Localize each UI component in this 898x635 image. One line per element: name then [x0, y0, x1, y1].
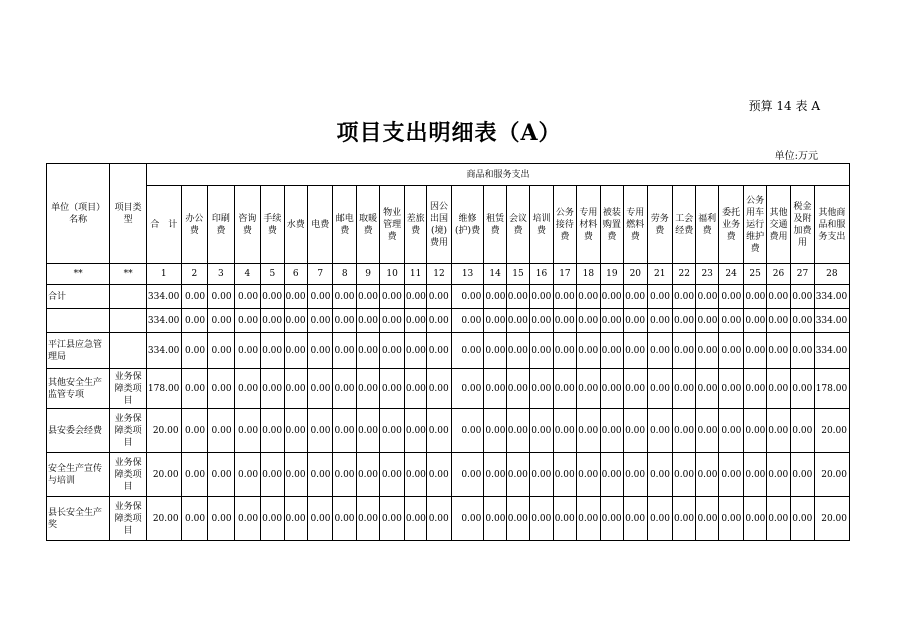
value-cell: 0.00	[484, 285, 506, 309]
index-cell: 22	[673, 264, 696, 285]
value-cell: 0.00	[506, 309, 529, 333]
value-cell: 0.00	[208, 333, 235, 369]
value-cell: 0.00	[647, 497, 672, 541]
index-cell: 21	[647, 264, 672, 285]
value-cell: 178.00	[146, 369, 181, 409]
column-header: 被装购置费	[600, 186, 623, 264]
index-cell: 26	[766, 264, 790, 285]
value-cell: 0.00	[577, 369, 600, 409]
value-cell: 0.00	[530, 309, 553, 333]
value-cell: 0.00	[380, 453, 404, 497]
value-cell: 0.00	[284, 333, 307, 369]
column-header: 专用燃料费	[624, 186, 647, 264]
value-cell: 0.00	[791, 409, 814, 453]
value-cell: 0.00	[234, 369, 261, 409]
value-cell: 0.00	[427, 369, 451, 409]
value-cell: 0.00	[696, 409, 718, 453]
column-header: 福利费	[696, 186, 718, 264]
value-cell: 0.00	[718, 333, 743, 369]
value-cell: 0.00	[356, 309, 379, 333]
value-cell: 0.00	[261, 453, 284, 497]
value-cell: 0.00	[234, 285, 261, 309]
value-cell: 0.00	[261, 309, 284, 333]
column-header: 差旅费	[404, 186, 426, 264]
value-cell: 0.00	[308, 285, 333, 309]
value-cell: 20.00	[814, 497, 849, 541]
column-header: 其他交通费用	[766, 186, 790, 264]
column-header: 委托业务费	[718, 186, 743, 264]
index-cell: 9	[356, 264, 379, 285]
value-cell: 0.00	[624, 453, 647, 497]
value-cell: 0.00	[766, 453, 790, 497]
value-cell: 0.00	[333, 333, 356, 369]
table-row	[47, 453, 850, 497]
column-header: 会议费	[506, 186, 529, 264]
value-cell: 0.00	[234, 453, 261, 497]
value-cell: 0.00	[427, 409, 451, 453]
value-cell: 0.00	[427, 497, 451, 541]
value-cell: 0.00	[356, 333, 379, 369]
index-cell: 19	[600, 264, 623, 285]
column-header: 租赁费	[484, 186, 506, 264]
value-cell: 0.00	[673, 453, 696, 497]
index-cell: 16	[530, 264, 553, 285]
value-cell: 0.00	[696, 497, 718, 541]
value-cell: 0.00	[553, 309, 576, 333]
value-cell: 0.00	[451, 369, 484, 409]
value-cell: 0.00	[284, 309, 307, 333]
value-cell: 0.00	[600, 309, 623, 333]
column-header: 合 计	[146, 186, 181, 264]
column-header: 因公出国(境)费用	[427, 186, 451, 264]
value-cell: 0.00	[577, 333, 600, 369]
value-cell: 0.00	[696, 453, 718, 497]
value-cell: 0.00	[718, 285, 743, 309]
value-cell: 0.00	[577, 309, 600, 333]
value-cell: 0.00	[791, 333, 814, 369]
row-type	[110, 309, 147, 333]
value-cell: 0.00	[744, 497, 766, 541]
row-type: 业务保障类项目	[110, 409, 147, 453]
value-cell: 0.00	[744, 333, 766, 369]
value-cell: 0.00	[506, 497, 529, 541]
value-cell: 0.00	[624, 285, 647, 309]
index-cell: 3	[208, 264, 235, 285]
value-cell: 0.00	[181, 409, 208, 453]
index-cell: 18	[577, 264, 600, 285]
column-header: 办公费	[181, 186, 208, 264]
value-cell: 0.00	[380, 333, 404, 369]
value-cell: 0.00	[333, 285, 356, 309]
value-cell: 0.00	[673, 285, 696, 309]
column-header: 物业管理费	[380, 186, 404, 264]
column-header: 专用材料费	[577, 186, 600, 264]
row-type: 业务保障类项目	[110, 497, 147, 541]
index-cell: 8	[333, 264, 356, 285]
table-row	[47, 409, 850, 453]
value-cell: 0.00	[530, 285, 553, 309]
index-cell: 17	[553, 264, 576, 285]
index-cell: 25	[744, 264, 766, 285]
value-cell: 0.00	[234, 497, 261, 541]
value-cell: 0.00	[647, 285, 672, 309]
value-cell: 0.00	[553, 497, 576, 541]
column-header: 水费	[284, 186, 307, 264]
value-cell: 334.00	[814, 285, 849, 309]
value-cell: 0.00	[451, 409, 484, 453]
value-cell: 0.00	[208, 409, 235, 453]
value-cell: 0.00	[577, 497, 600, 541]
value-cell: 0.00	[284, 453, 307, 497]
value-cell: 0.00	[484, 369, 506, 409]
value-cell: 334.00	[146, 285, 181, 309]
value-cell: 0.00	[647, 369, 672, 409]
value-cell: 0.00	[766, 309, 790, 333]
row-type	[110, 333, 147, 369]
index-cell: 7	[308, 264, 333, 285]
value-cell: 0.00	[577, 285, 600, 309]
value-cell: 0.00	[261, 333, 284, 369]
value-cell: 0.00	[647, 333, 672, 369]
value-cell: 0.00	[284, 285, 307, 309]
index-cell: 6	[284, 264, 307, 285]
value-cell: 0.00	[530, 497, 553, 541]
header-row-columns	[47, 186, 850, 264]
value-cell: 0.00	[766, 285, 790, 309]
value-cell: 0.00	[673, 409, 696, 453]
value-cell: 0.00	[451, 285, 484, 309]
value-cell: 0.00	[451, 333, 484, 369]
column-header: 税金及附加费用	[791, 186, 814, 264]
column-header: 培训费	[530, 186, 553, 264]
page-title: 项目支出明细表（A）	[336, 120, 562, 146]
value-cell: 0.00	[766, 333, 790, 369]
value-cell: 0.00	[624, 369, 647, 409]
value-cell: 0.00	[308, 453, 333, 497]
value-cell: 0.00	[427, 453, 451, 497]
value-cell: 0.00	[427, 333, 451, 369]
value-cell: 0.00	[404, 309, 426, 333]
value-cell: 0.00	[484, 409, 506, 453]
index-cell: 27	[791, 264, 814, 285]
value-cell: 0.00	[673, 497, 696, 541]
value-cell: 0.00	[600, 497, 623, 541]
value-cell: 0.00	[506, 453, 529, 497]
column-header: 咨询费	[234, 186, 261, 264]
value-cell: 0.00	[181, 369, 208, 409]
column-header: 电费	[308, 186, 333, 264]
value-cell: 0.00	[427, 285, 451, 309]
column-header: 维修(护)费	[451, 186, 484, 264]
value-cell: 0.00	[791, 453, 814, 497]
column-header: 其他商品和服务支出	[814, 186, 849, 264]
value-cell: 0.00	[380, 309, 404, 333]
value-cell: 0.00	[484, 309, 506, 333]
value-cell: 0.00	[791, 285, 814, 309]
value-cell: 0.00	[624, 497, 647, 541]
value-cell: 20.00	[146, 497, 181, 541]
value-cell: 0.00	[356, 453, 379, 497]
value-cell: 0.00	[600, 369, 623, 409]
unit-col-header: 单位（项目）名称	[47, 164, 110, 264]
value-cell: 0.00	[791, 369, 814, 409]
value-cell: 0.00	[181, 497, 208, 541]
value-cell: 0.00	[451, 309, 484, 333]
column-header: 手续费	[261, 186, 284, 264]
value-cell: 0.00	[333, 497, 356, 541]
value-cell: 0.00	[404, 333, 426, 369]
value-cell: 0.00	[308, 309, 333, 333]
value-cell: 0.00	[696, 309, 718, 333]
value-cell: 0.00	[577, 453, 600, 497]
index-cell: 2	[181, 264, 208, 285]
value-cell: 0.00	[530, 409, 553, 453]
value-cell: 0.00	[600, 333, 623, 369]
value-cell: 0.00	[181, 453, 208, 497]
value-cell: 0.00	[427, 309, 451, 333]
row-type	[110, 285, 147, 309]
group-header: 商品和服务支出	[146, 164, 849, 186]
value-cell: 0.00	[308, 369, 333, 409]
value-cell: 0.00	[600, 285, 623, 309]
value-cell: 0.00	[600, 409, 623, 453]
index-cell: 23	[696, 264, 718, 285]
row-type: 业务保障类项目	[110, 369, 147, 409]
row-name: 安全生产宣传与培训	[47, 453, 110, 497]
value-cell: 0.00	[718, 309, 743, 333]
value-cell: 0.00	[673, 369, 696, 409]
value-cell: 0.00	[696, 333, 718, 369]
column-header: 工会经费	[673, 186, 696, 264]
row-name: 其他安全生产监管专项	[47, 369, 110, 409]
value-cell: 334.00	[146, 309, 181, 333]
table-code: 预算 14 表 A	[748, 99, 820, 113]
column-header: 邮电费	[333, 186, 356, 264]
index-cell: 15	[506, 264, 529, 285]
value-cell: 0.00	[530, 453, 553, 497]
table-row	[47, 369, 850, 409]
table-row	[47, 497, 850, 541]
value-cell: 0.00	[647, 453, 672, 497]
index-cell: 10	[380, 264, 404, 285]
value-cell: 0.00	[673, 333, 696, 369]
value-cell: 0.00	[624, 309, 647, 333]
value-cell: 0.00	[333, 309, 356, 333]
value-cell: 0.00	[404, 369, 426, 409]
value-cell: 0.00	[208, 369, 235, 409]
value-cell: 0.00	[553, 333, 576, 369]
index-cell: 4	[234, 264, 261, 285]
value-cell: 0.00	[261, 285, 284, 309]
index-cell: 1	[146, 264, 181, 285]
value-cell: 0.00	[234, 333, 261, 369]
value-cell: 0.00	[308, 497, 333, 541]
column-header: 公务接待费	[553, 186, 576, 264]
value-cell: 0.00	[404, 285, 426, 309]
index-cell: 28	[814, 264, 849, 285]
value-cell: 0.00	[506, 409, 529, 453]
value-cell: 0.00	[766, 409, 790, 453]
value-cell: 0.00	[718, 453, 743, 497]
value-cell: 0.00	[647, 309, 672, 333]
row-name	[47, 309, 110, 333]
index-cell: 14	[484, 264, 506, 285]
index-cell: 24	[718, 264, 743, 285]
row-name: 县长安全生产奖	[47, 497, 110, 541]
value-cell: 0.00	[208, 285, 235, 309]
value-cell: 0.00	[208, 453, 235, 497]
value-cell: 0.00	[577, 409, 600, 453]
column-header: 劳务费	[647, 186, 672, 264]
value-cell: 0.00	[308, 409, 333, 453]
value-cell: 0.00	[404, 497, 426, 541]
value-cell: 0.00	[333, 409, 356, 453]
value-cell: 0.00	[308, 333, 333, 369]
value-cell: 0.00	[744, 309, 766, 333]
value-cell: 0.00	[484, 497, 506, 541]
index-cell: 5	[261, 264, 284, 285]
value-cell: 0.00	[356, 369, 379, 409]
value-cell: 0.00	[284, 497, 307, 541]
column-header: 印刷费	[208, 186, 235, 264]
value-cell: 0.00	[284, 369, 307, 409]
value-cell: 0.00	[744, 409, 766, 453]
value-cell: 0.00	[404, 409, 426, 453]
value-cell: 0.00	[718, 497, 743, 541]
value-cell: 0.00	[506, 333, 529, 369]
value-cell: 0.00	[766, 497, 790, 541]
value-cell: 334.00	[814, 333, 849, 369]
value-cell: 0.00	[261, 409, 284, 453]
row-name: 平江县应急管理局	[47, 333, 110, 369]
value-cell: 0.00	[553, 369, 576, 409]
value-cell: 20.00	[146, 453, 181, 497]
value-cell: 0.00	[261, 369, 284, 409]
value-cell: 0.00	[356, 409, 379, 453]
value-cell: 0.00	[766, 369, 790, 409]
value-cell: 0.00	[791, 497, 814, 541]
value-cell: 178.00	[814, 369, 849, 409]
value-cell: 0.00	[744, 369, 766, 409]
index-cell: 11	[404, 264, 426, 285]
value-cell: 0.00	[451, 453, 484, 497]
type-col-header: 项目类型	[110, 164, 147, 264]
value-cell: 0.00	[530, 333, 553, 369]
column-header: 取暖费	[356, 186, 379, 264]
value-cell: 20.00	[814, 453, 849, 497]
value-cell: 334.00	[146, 333, 181, 369]
row-name: 县安委会经费	[47, 409, 110, 453]
index-cell: 12	[427, 264, 451, 285]
value-cell: 0.00	[553, 453, 576, 497]
value-cell: 0.00	[553, 409, 576, 453]
value-cell: 0.00	[553, 285, 576, 309]
value-cell: 0.00	[673, 309, 696, 333]
value-cell: 0.00	[624, 333, 647, 369]
table-row	[47, 333, 850, 369]
value-cell: 0.00	[356, 497, 379, 541]
value-cell: 0.00	[380, 285, 404, 309]
index-cell: 13	[451, 264, 484, 285]
value-cell: 0.00	[744, 453, 766, 497]
value-cell: 0.00	[380, 497, 404, 541]
value-cell: 0.00	[333, 369, 356, 409]
value-cell: 0.00	[284, 409, 307, 453]
value-cell: 0.00	[624, 409, 647, 453]
row-name: 合计	[47, 285, 110, 309]
value-cell: 0.00	[208, 309, 235, 333]
value-cell: 0.00	[404, 453, 426, 497]
value-cell: 0.00	[506, 285, 529, 309]
value-cell: 0.00	[647, 409, 672, 453]
header-row-group	[47, 164, 850, 186]
value-cell: 0.00	[718, 369, 743, 409]
value-cell: 0.00	[380, 409, 404, 453]
value-cell: 0.00	[744, 285, 766, 309]
value-cell: 0.00	[451, 497, 484, 541]
value-cell: 0.00	[208, 497, 235, 541]
value-cell: 0.00	[484, 453, 506, 497]
unit-label: 单位:万元	[774, 151, 818, 162]
value-cell: 0.00	[718, 409, 743, 453]
value-cell: 0.00	[181, 309, 208, 333]
index-cell: 20	[624, 264, 647, 285]
value-cell: 0.00	[530, 369, 553, 409]
index-cell: **	[47, 264, 110, 285]
value-cell: 0.00	[181, 285, 208, 309]
row-type: 业务保障类项目	[110, 453, 147, 497]
index-cell: **	[110, 264, 147, 285]
value-cell: 0.00	[506, 369, 529, 409]
table-row	[47, 309, 850, 333]
value-cell: 0.00	[600, 453, 623, 497]
value-cell: 20.00	[146, 409, 181, 453]
header-row-index	[47, 264, 850, 285]
value-cell: 0.00	[234, 409, 261, 453]
value-cell: 0.00	[234, 309, 261, 333]
value-cell: 0.00	[356, 285, 379, 309]
value-cell: 0.00	[484, 333, 506, 369]
value-cell: 0.00	[261, 497, 284, 541]
column-header: 公务用车运行维护费	[744, 186, 766, 264]
value-cell: 0.00	[696, 369, 718, 409]
value-cell: 20.00	[814, 409, 849, 453]
value-cell: 0.00	[181, 333, 208, 369]
value-cell: 0.00	[333, 453, 356, 497]
expense-table	[46, 163, 850, 541]
table-row	[47, 285, 850, 309]
value-cell: 0.00	[791, 309, 814, 333]
value-cell: 0.00	[696, 285, 718, 309]
value-cell: 0.00	[380, 369, 404, 409]
value-cell: 334.00	[814, 309, 849, 333]
